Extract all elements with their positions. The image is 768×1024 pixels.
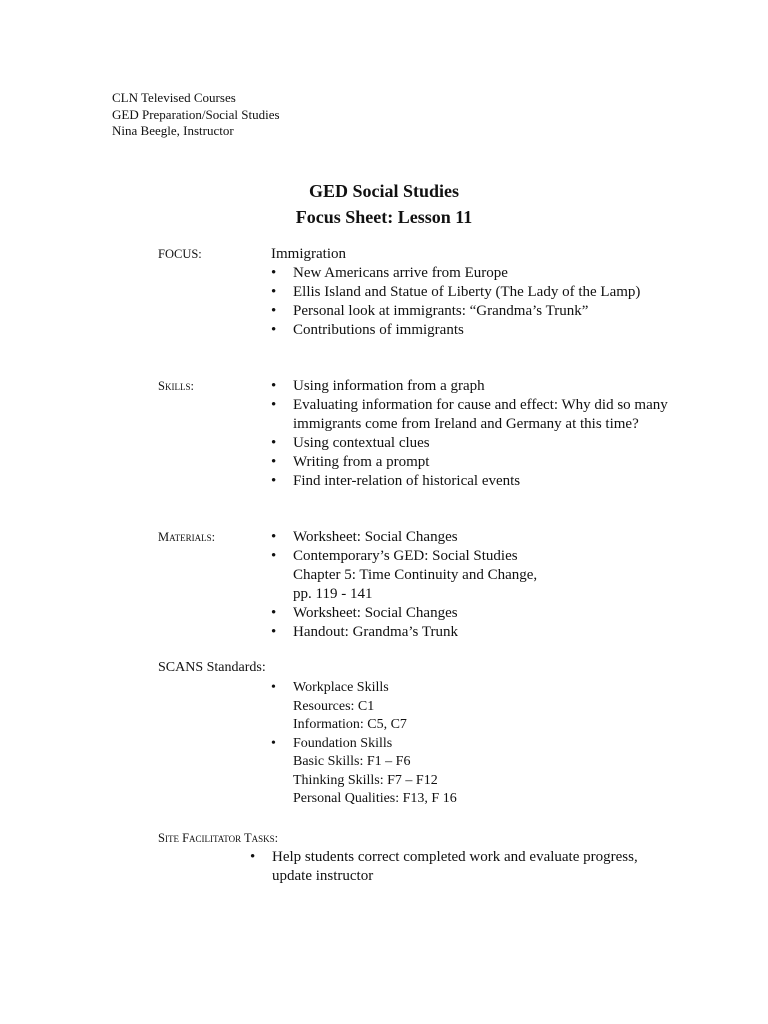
bullet-icon: • xyxy=(271,680,276,695)
list-item: • Evaluating information for cause and effect: Why did so many immigrants come from Ireland and Germany at this time? xyxy=(271,397,668,432)
course-subject: GED Preparation/Social Studies xyxy=(112,106,280,122)
bullet-icon: • xyxy=(271,735,276,751)
bullet-icon: • xyxy=(271,397,277,413)
course-name: CLN Televised Courses xyxy=(112,90,236,105)
materials-chapter: Chapter 5: Time Continuity and Change, xyxy=(293,567,538,583)
site-facilitator-section xyxy=(250,848,660,886)
list-item: • Personal look at immigrants: “Grandma’s Trunk” xyxy=(271,303,589,319)
list-item: • Contributions of immigrants xyxy=(271,322,464,338)
bullet-icon: • xyxy=(271,454,277,470)
materials-label: Materials: xyxy=(158,530,216,544)
list-item: • Handout: Grandma’s Trunk xyxy=(271,624,458,640)
list-item: • Foundation Skills Basic Skills: F1 – F6 Thinking Skills: F7 – F12 Personal Qualities: F13, F 16 xyxy=(271,735,457,806)
list-item: • Contemporary’s GED: Social Studies Chapter 5: Time Continuity and Change, pp. 119 - 141 xyxy=(271,547,671,604)
list-item: • Writing from a prompt xyxy=(271,454,430,470)
list-item: • Ellis Island and Statue of Liberty (The Lady of the Lamp) xyxy=(271,284,641,300)
bullet-icon: • xyxy=(271,529,277,545)
document-title xyxy=(0,178,768,230)
list-item: • Worksheet: Social Changes xyxy=(271,605,458,621)
skills-label: Skills: xyxy=(158,379,194,393)
materials-section xyxy=(271,528,671,642)
bullet-icon: • xyxy=(271,322,277,338)
materials-pages: pp. 119 - 141 xyxy=(293,586,373,602)
list-item: • Using contextual clues xyxy=(271,435,430,451)
bullet-icon: • xyxy=(271,473,277,489)
list-item: • Using information from a graph xyxy=(271,378,485,394)
title-line-1: GED Social Studies xyxy=(308,181,460,201)
focus-heading: Immigration xyxy=(271,246,346,262)
list-item: • Find inter-relation of historical events xyxy=(271,473,521,489)
scans-label: SCANS Standards: xyxy=(158,660,266,675)
skills-section xyxy=(271,377,671,491)
bullet-icon: • xyxy=(271,548,277,564)
bullet-icon: • xyxy=(271,303,277,319)
focus-section xyxy=(271,245,651,340)
site-facilitator-label: Site Facilitator Tasks: xyxy=(158,831,279,845)
list-item: • Workplace Skills Resources: C1 Information: C5, C7 xyxy=(271,680,407,732)
list-item: • New Americans arrive from Europe xyxy=(271,265,508,281)
course-header xyxy=(112,90,280,140)
bullet-icon: • xyxy=(271,605,277,621)
bullet-icon: • xyxy=(271,265,277,281)
bullet-icon: • xyxy=(271,378,277,394)
instructor-name: Nina Beegle, Instructor xyxy=(112,123,234,138)
scans-section xyxy=(271,679,671,809)
bullet-icon: • xyxy=(271,624,277,640)
bullet-icon: • xyxy=(271,435,277,451)
title-line-2: Focus Sheet: Lesson 11 xyxy=(295,207,473,227)
bullet-icon: • xyxy=(271,284,277,300)
list-item: • Worksheet: Social Changes xyxy=(271,529,458,545)
list-item: • Help students correct completed work and evaluate progress, update instructor xyxy=(250,849,638,884)
bullet-icon: • xyxy=(250,849,256,865)
focus-label: FOCUS: xyxy=(158,247,202,261)
